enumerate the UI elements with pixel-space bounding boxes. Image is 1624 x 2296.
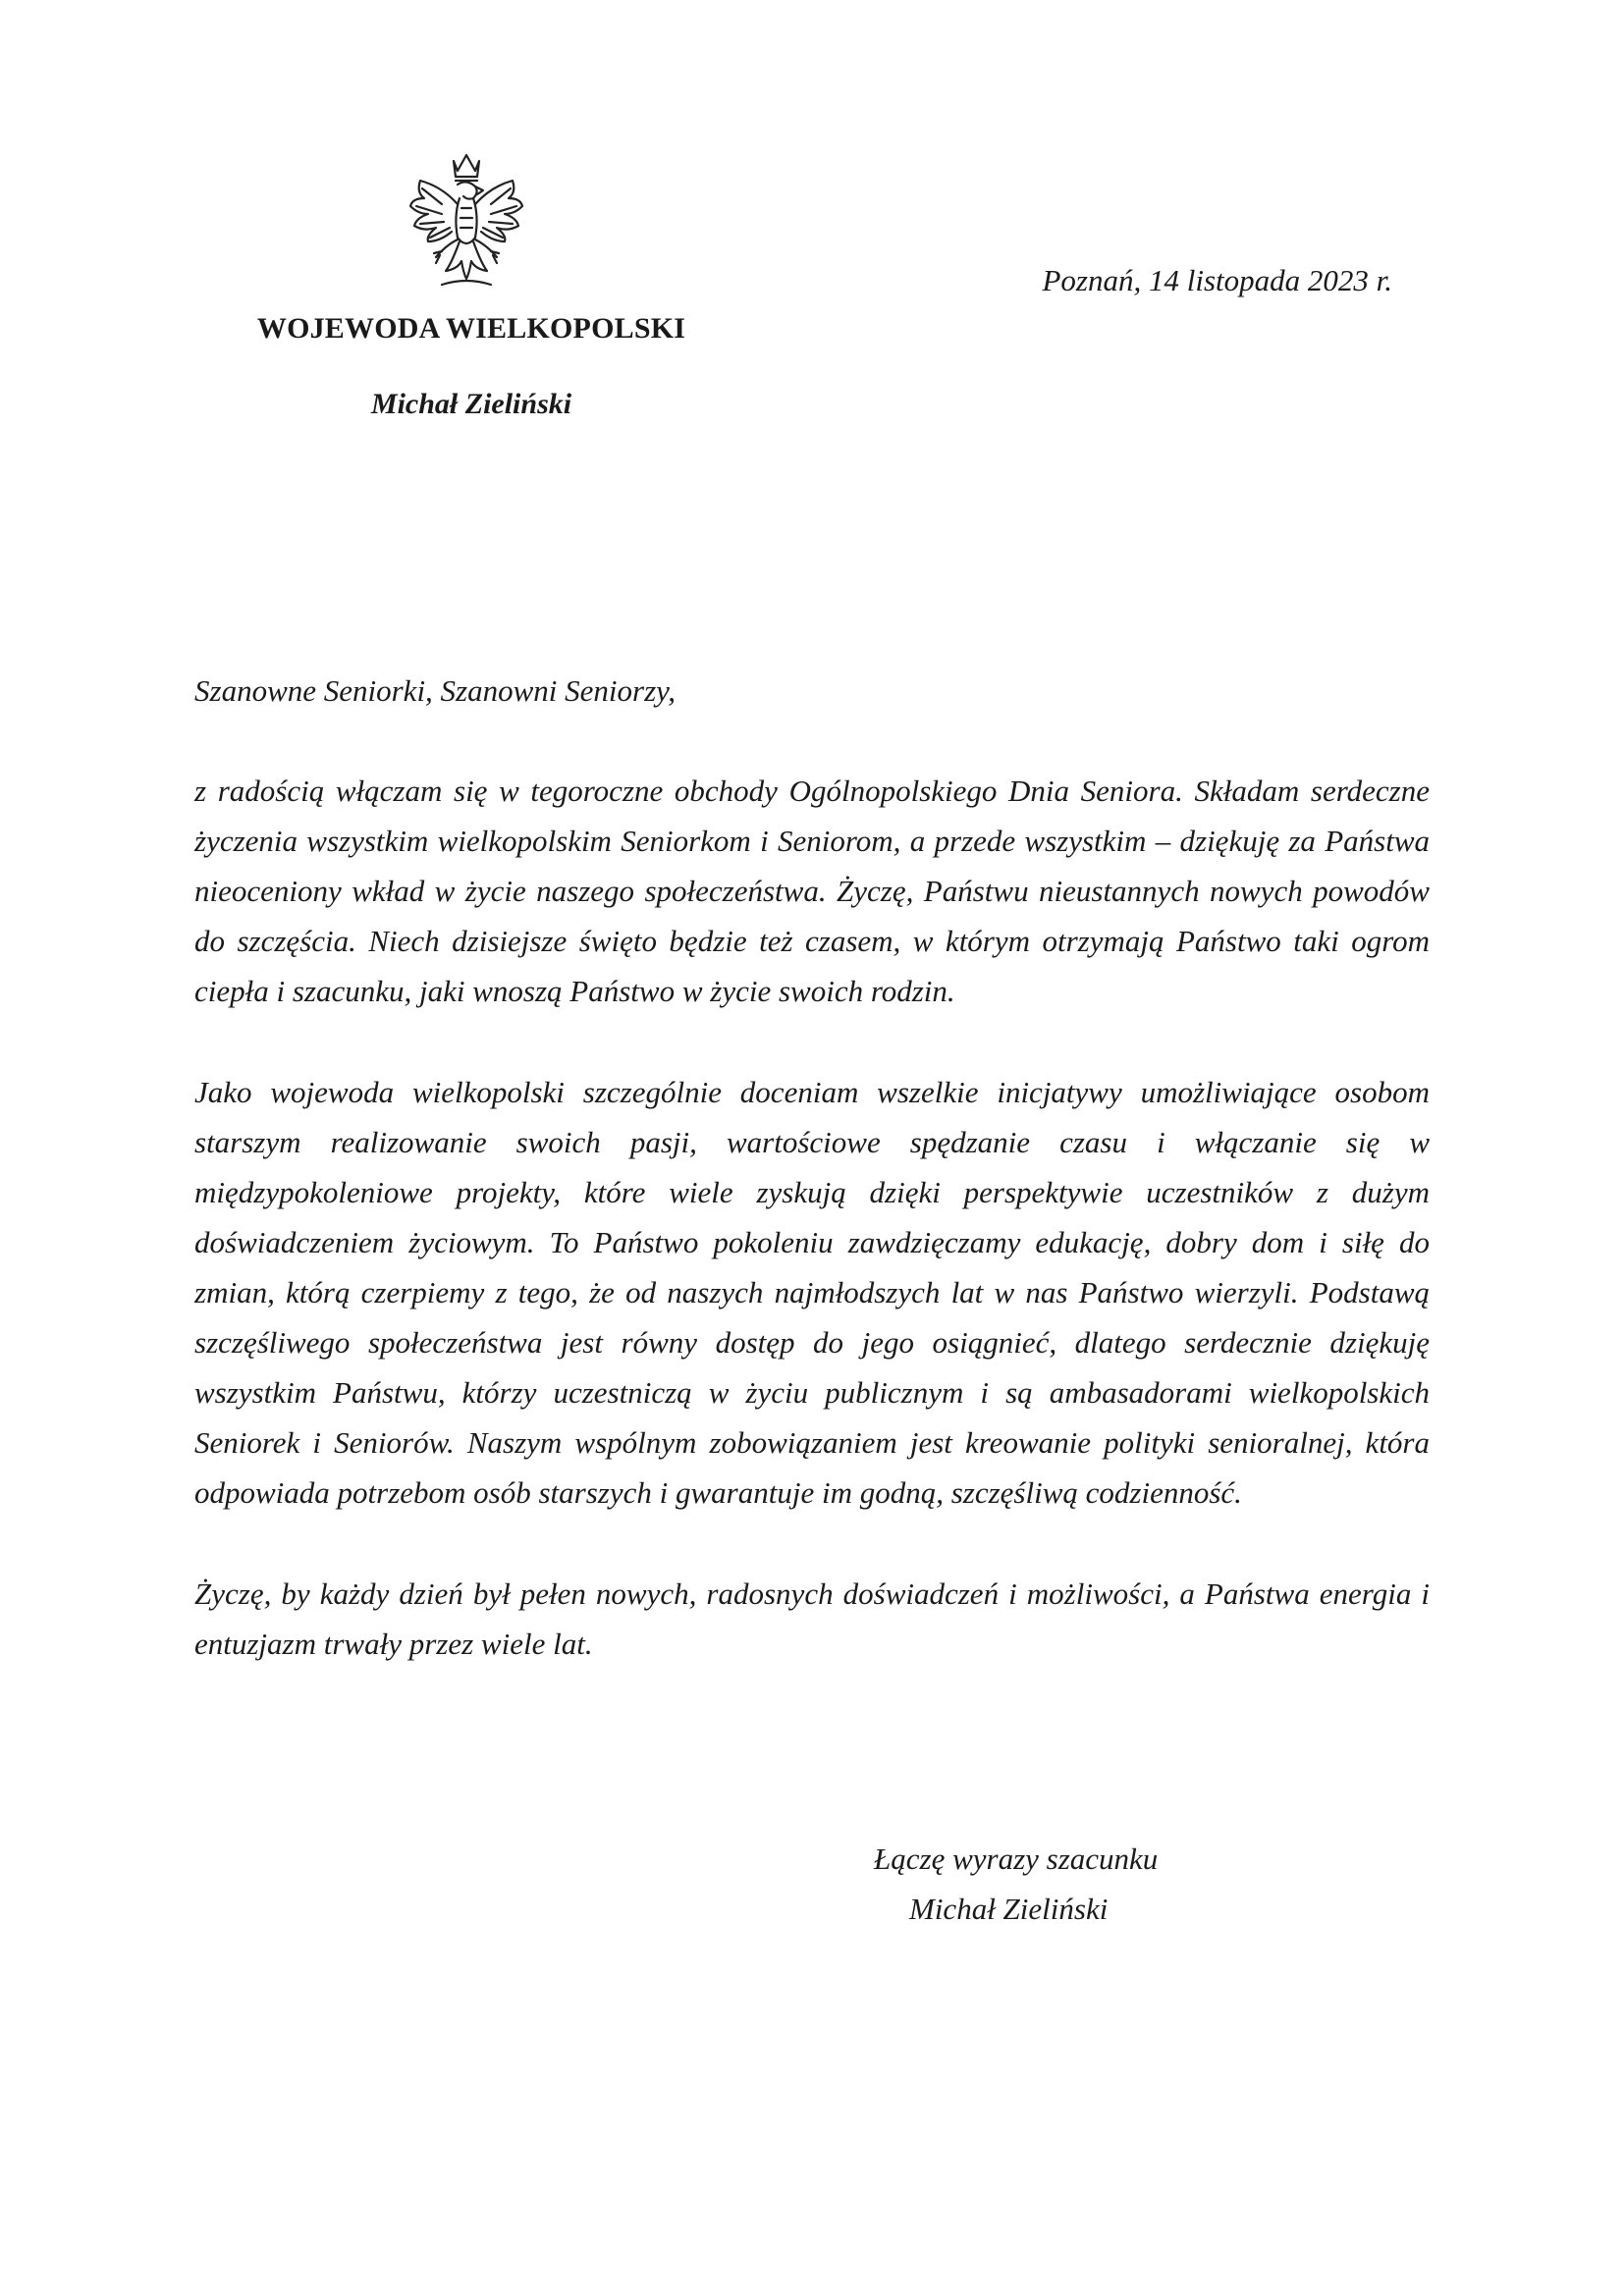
letter-paragraph-1: z radością włączam się w tegoroczne obchody Ogólnopolskiego Dnia Seniora. Składam serdeczne życzenia wszystkim wielkopolskim Seniorkom i Seniorom, a przede wszystkim – dziękuję za Państwa nieoceniony wkład w życie naszego społeczeństwa. Życzę, Państwu nieustannych nowych powodów do szczęścia. Niech dzisiejsze święto będzie też czasem, w którym otrzymają Państwo taki ogrom ciepła i szacunku, jaki wnoszą Państwo w życie swoich rodzin.	[194, 774, 1430, 1008]
letter-closing	[874, 1834, 1158, 1934]
letter-paragraph-2: Jako wojewoda wielkopolski szczególnie doceniam wszelkie inicjatywy umożliwiające osobom starszym realizowanie swoich pasji, wartościowe spędzanie czasu i włączanie się w międzypokoleniowe projekty, które wiele zyskują dzięki perspektywie uczestników z dużym doświadczeniem życiowym. To Państwo pokoleniu zawdzięczamy edukację, dobry dom i siłę do zmian, którą czerpiemy z tego, że od naszych najmłodszych lat w nas Państwo wierzyli. Podstawą szczęśliwego społeczeństwa jest równy dostęp do jego osiągnieć, dlatego serdecznie dziękuję wszystkim Państwu, którzy uczestniczą w życiu publicznym i są ambasadorami wielkopolskich Seniorek i Seniorów. Naszym wspólnym zobowiązaniem jest kreowanie polityki senioralnej, która odpowiada potrzebom osób starszych i gwarantuje im godną, szczęśliwą codzienność.	[194, 1075, 1430, 1510]
polish-eagle-emblem-icon	[403, 147, 530, 294]
letter-body	[194, 666, 1430, 1720]
author-name: Michał Zieliński	[370, 388, 572, 420]
signature-name: Michał Zieliński	[909, 1892, 1109, 1926]
office-title: WOJEWODA WIELKOPOLSKI	[256, 312, 686, 345]
closing-phrase: Łączę wyrazy szacunku	[874, 1842, 1159, 1876]
letter-date: Poznań, 14 listopada 2023 r.	[1042, 263, 1392, 297]
letter-greeting: Szanowne Seniorki, Szanowni Seniorzy,	[194, 673, 676, 708]
letter-paragraph-3: Życzę, by każdy dzień był pełen nowych, radosnych doświadczeń i możliwości, a Państwa energia i entuzjazm trwały przez wiele lat.	[194, 1576, 1430, 1661]
